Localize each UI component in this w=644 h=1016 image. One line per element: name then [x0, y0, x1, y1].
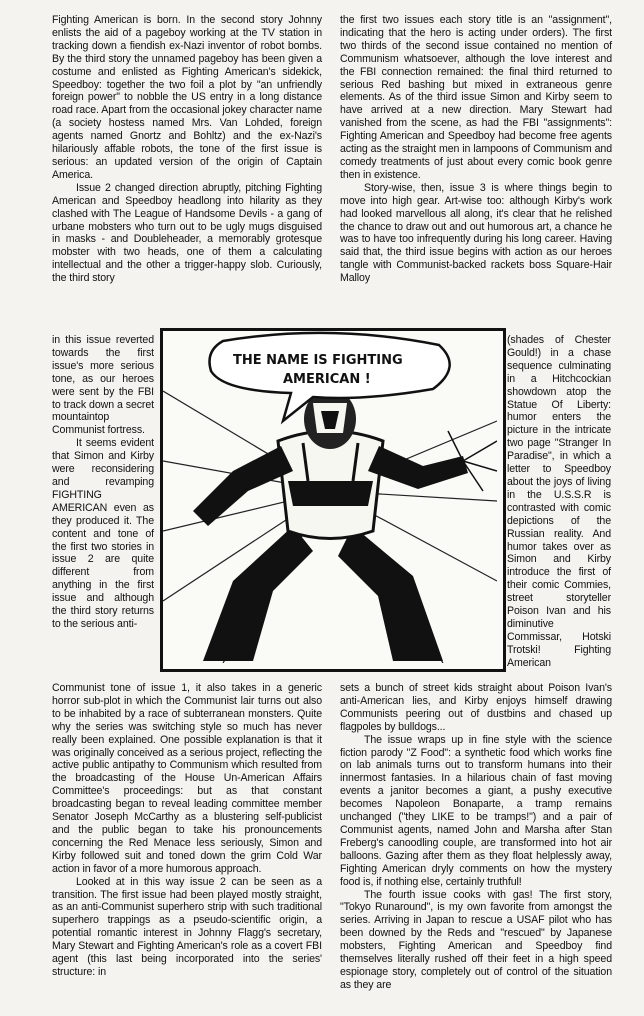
paragraph: (shades of Chester Gould!) in a chase sequence culminating in a Hitchcockian showdown atop the Statue Of Liberty: humor enters the picture in the intricate two page "Stranger In Paradise", in which a letter to Speedboy about the joys of living in the U.S.S.R is contrasted with comic depictions of the Russian reality. And humor takes over as Simon and Kirby introduce the first of their comic Commies, street storyteller Poison Ivan and his diminutive Commissar, Hotski Trotski! Fighting American — [507, 334, 611, 669]
speech-balloon-line-1: THE NAME IS FIGHTING — [233, 353, 403, 368]
right-column-bottom — [340, 682, 612, 992]
paragraph: Issue 2 changed direction abruptly, pitching Fighting American and Speedboy headlong into hilarity as they clashed with The League of Handsome Devils - a gang of urbane mobsters who turn out to be ugly mugs disguised in masks - and Doubleheader, a memorably grotesque mobster with two heads, one of them a calculating intellectual and the other a trigger-happy slob. Curiously, the third story — [52, 181, 322, 285]
paragraph: Story-wise, then, issue 3 is where things begin to move into high gear. Art-wise too: although Kirby's work had looked marvellous all along, it's clear that he relished the chance to draw out and out humorous art, a chance he was to have too infrequently during his long career. Having said that, the third issue begins with action as our heroes tangle with Communist-backed rackets boss Square-Hair Malloy — [340, 181, 612, 285]
left-wrap-column — [52, 334, 154, 631]
paragraph: The fourth issue cooks with gas! The first story, "Tokyo Runaround", is my own favorite from amongst the series. Arriving in Japan to rescue a USAF pilot who has been downed by the Reds and "rescued" by Japanese mobsters, Fighting American and Speedboy find themselves literally rushed off their feet in a high speed espionage story, completely out of control of the situation as they are — [340, 888, 612, 991]
paragraph: It seems evident that Simon and Kirby were reconsidering and revamping FIGHTING AMERICAN even as they produced it. The content and tone of the first two stories in issue 2 are quite different from anything in the first issue and although the third story returns to the serious anti- — [52, 437, 154, 630]
left-column-bottom — [52, 682, 322, 979]
left-column-top — [52, 14, 322, 285]
fighting-american-drawing — [163, 331, 497, 663]
paragraph: Communist tone of issue 1, it also takes in a generic horror sub-plot in which the Communist lair turns out also to be inhabited by a race of subterranean monsters. Quite why the series was switching style so much has never really been explained. One possible explanation is that it was originally conceived as a serious project, reflecting the active public antipathy to Communism which resulted from the broadcasting of the House Un-American Affairs Committee's proceedings: but as that constant broadcasting began to reveal leading committee member Senator Joseph McCarthy as a blustering self-publicist and the public began to take his pronouncements concerning the Red Menace less seriously, Simon and Kirby followed suit and toned down the grim Cold War action in favor of a more humorous approach. — [52, 682, 322, 875]
paragraph: The issue wraps up in fine style with the science fiction parody "Z Food": a synthetic food which works fine on lab animals turns out to transform humans into their innermost fantasies. In a hilarious chain of fast moving events a janitor becomes a giant, a pushy executive becomes Napoleon Bonaparte, a tramp remains unchanged ("they LIKE to be tramps!") and a pair of Communist agents, named John and Marsha after Stan Freberg's canoodling couple, are transformed into hot air balloons. Gazing after them as they float helplessly away, Fighting American dryly comments on how the mystery food is, if nothing else, certainly truthful! — [340, 733, 612, 888]
paragraph: the first two issues each story title is an "assignment", indicating that the hero is acting under orders). The first two thirds of the second issue contained no mention of Communism whatsoever, although the love interest and the FBI connection remained: the final third returned to serious Red bashing but mixed in extraneous genre elements. As of the third issue Simon and Kirby seem to have arrived at a new direction. Mary Stewart had vanished from the scene, as had the FBI "assignments": Fighting American and Speedboy had become free agents acting as the straight men in lampoons of Communism and comedy treatments of just about every comic book genre then in existence. — [340, 14, 612, 181]
speech-balloon-line-2: AMERICAN ! — [283, 372, 371, 387]
comic-panel-illustration — [160, 328, 506, 672]
paragraph: Looked at in this way issue 2 can be seen as a transition. The first issue had been played mostly straight, as an anti-Communist superhero strip with such traditional superhero trappings as a pseudo-scientific origin, a potential romantic interest in Johnny Flagg's secretary, Mary Stewart and Fighting American's role as a covert FBI agent (this last being incorporated into the series' structure: in — [52, 875, 322, 978]
paragraph: sets a bunch of street kids straight about Poison Ivan's anti-American lies, and Kirby enjoys himself drawing Communists peering out of dustbins and chased up flagpoles by bulldogs... — [340, 682, 612, 733]
right-wrap-column — [507, 334, 611, 670]
right-column-top — [340, 14, 612, 285]
paragraph: Fighting American is born. In the second story Johnny enlists the aid of a pageboy working at the TV station in tracking down a fiendish ex-Nazi inventor of robot bombs. By the third story the unnamed pageboy has been given a costume and enlisted as Fighting American's sidekick, Speedboy: together the two foil a plot by "an unfriendly foreign power" to nobble the US entry in a long distance road race. Apart from the occasional jokey character name (a society hostess named Mrs. Van Lohded, foreign agents named Gnortz and Bohltz) and the ex-Nazi's hilariously affable robots, the tone of the first issue is serious: an updated version of the origin of Captain America. — [52, 14, 322, 181]
paragraph: in this issue reverted towards the first issue's more serious tone, as our heroes were sent by the FBI to track down a secret mountaintop Communist fortress. — [52, 334, 154, 437]
